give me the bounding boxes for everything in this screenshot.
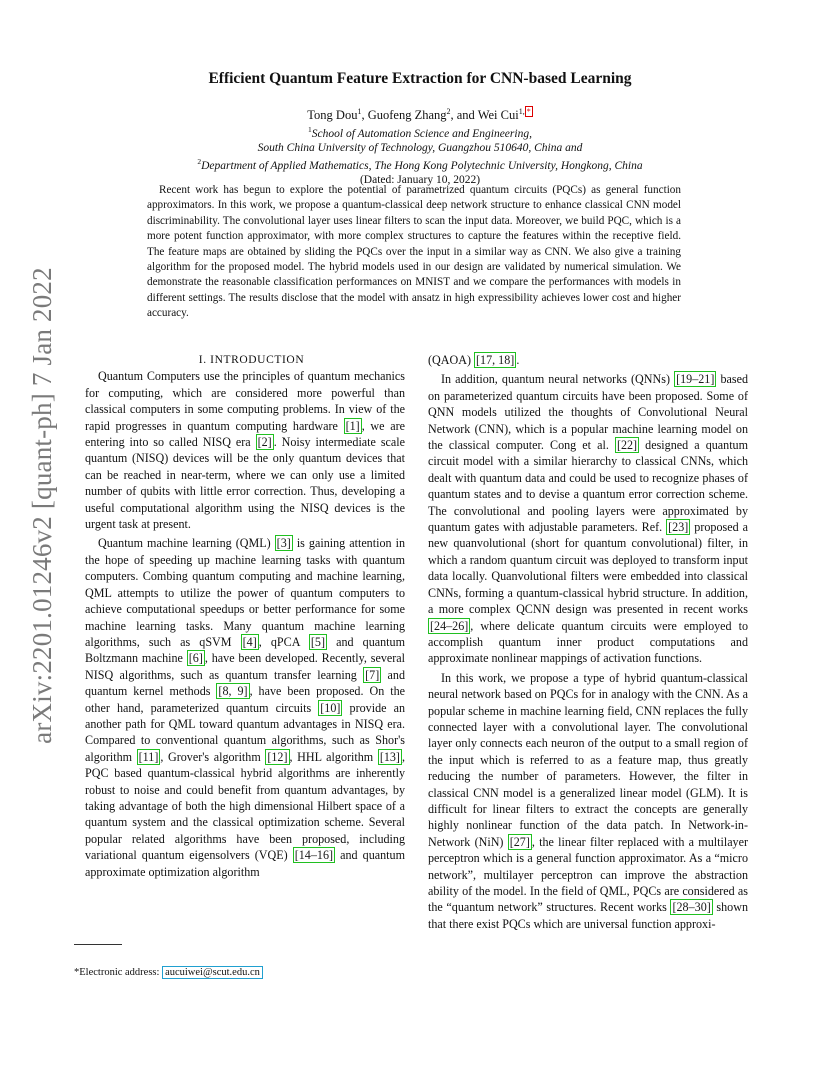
abstract: Recent work has begun to explore the potential of parametrized quantum circuits (PQCs) as general function approximators. In this work, we propose a quantum-classical deep network structure to enhance classical CNN model discriminability. The convolutional layer uses linear filters to scan the input data. Moreover, we build PQC, which is a more potent function approximator, with more complex structures to capture the features within the receptive field. The feature maps are obtained by sliding the PQCs over the input in a similar way as CNN. We also give a training algorithm for the proposed model. The hybrid models used in our design are validated by numerical simulation. We demonstrate the reasonable classification performances on MNIST and we compare the performances with models in different settings. The results disclose that the model with ansatz in high expressibility achieves lower cost and higher accuracy. — [147, 184, 681, 320]
citation-link[interactable]: [7] — [365, 667, 380, 682]
paragraph-continued — [428, 352, 748, 368]
aff1-line1: School of Automation Science and Engineering, — [311, 127, 532, 140]
author-sup: 1 — [357, 107, 362, 116]
affiliation-1 — [90, 123, 750, 141]
text: designed a quantum circuit model with a similar hierarchy to classical CNNs, which dealt with quantum data and could be used to recognize phases of quantum states and to devise a quantum error correction scheme. The convolutional and pooling layers were approximated by quantum gates with adjustable parameters. Ref. — [428, 438, 749, 535]
left-column — [85, 352, 405, 880]
corresponding-author-link[interactable]: * — [526, 107, 531, 116]
paragraph — [428, 371, 748, 666]
author-block — [90, 104, 750, 187]
text: , where delicate quantum circuits were employed to accomplish quantum inner product computations and approximate nonlinear mappings of activation functions. — [428, 618, 748, 666]
text: . — [516, 353, 520, 367]
citation-link[interactable]: [24–26] — [430, 618, 469, 633]
footnote-rule — [74, 944, 122, 945]
citation-link[interactable]: [4] — [242, 634, 257, 649]
text: , have been proposed. On the other hand, parameterized quantum circuits — [85, 684, 405, 715]
text: and quantum kernel methods — [85, 667, 405, 699]
citation-link[interactable]: [11] — [138, 749, 159, 764]
citation-link[interactable]: [17, 18] — [476, 353, 515, 367]
arxiv-identifier[interactable]: arXiv:2201.01246v2 [quant-ph] 7 Jan 2022 — [26, 266, 57, 744]
paragraph — [428, 670, 748, 933]
citation-link[interactable]: [2] — [257, 435, 272, 450]
text: , we are entering into so called NISQ era — [85, 418, 406, 450]
text: , qPCA — [258, 634, 309, 649]
text: , HHL algorithm — [289, 749, 378, 764]
text: is gaining attention in the hope of speeding up machine learning tasks with quantum computers. Combing quantum computing and machine learning, QML attempts to utilize the power of quantum computers to achieve computational speedups or better performance for some machine learning tasks. Many quantum machine learning algorithms, such as qSVM — [85, 536, 405, 649]
text: , PQC based quantum-classical hybrid algorithms are inherently robust to noise and could benefit from quantum advantages, by taking advantage of both the high dimensional Hilbert space of a quantum system and the classical optimization scheme. Several popular related algorithms have been proposed, including variational quantum eigensolvers (VQE) — [85, 749, 405, 863]
aff-sup: 1 — [308, 125, 312, 135]
author-name: Wei Cui — [477, 108, 519, 123]
citation-link[interactable]: [19–21] — [676, 372, 715, 387]
paragraph — [85, 535, 405, 880]
text: and quantum Boltzmann machine — [85, 634, 405, 666]
text: based on parameterized quantum circuits have been proposed. Some of QNN models utilized the thoughts of Convolutional Neural Network (CNN), which is a popular machine learning model on the classical computer. Cong et al. — [428, 372, 748, 453]
paragraph — [85, 368, 405, 532]
text: (QAOA) — [428, 353, 475, 367]
citation-link[interactable]: [14–16] — [294, 848, 334, 863]
text: provide an another path for QML toward quantum advantages in NISQ era. Compared to conventional quantum algorithms, such as Shor's algorithm — [85, 700, 405, 764]
text: , have been developed. Recently, several NISQ algorithms, such as quantum transfer learning — [85, 651, 405, 682]
date-line: (Dated: January 10, 2022) — [359, 173, 481, 186]
citation-link[interactable]: [10] — [320, 700, 341, 715]
text: . Noisy intermediate scale quantum (NISQ) devices will be the only quantum devices that can be reached in near-term, where we can only use a limited number of qubits with little error correction. Thus, developing a useful computational algorithm using the NISQ devices is the urgent task at present. — [85, 435, 405, 532]
text: , the linear filter replaced with a multilayer perceptron which is a general function approximator. As a “micro network”, multilayer perceptron can improve the abstraction ability of the model. In the field of QML, PQCs are considered as the “quantum network” structures. Recent works — [428, 834, 748, 915]
author-sep: , and — [450, 108, 478, 123]
author-sup: 1, — [518, 107, 525, 116]
citation-link[interactable]: [23] — [668, 520, 689, 535]
text: Quantum machine learning (QML) — [98, 536, 275, 551]
email-link[interactable]: aucuiwei@scut.edu.cn — [162, 966, 263, 979]
citation-link[interactable]: [8, 9] — [218, 684, 248, 699]
text: Quantum Computers use the principles of quantum mechanics for computing, which are considered more powerful than classical computers in some computing problems. In view of the rapid progresses in quantum computing hardware — [85, 369, 405, 433]
text: In addition, quantum neural networks (QNNs) — [441, 372, 675, 387]
author-sup: 2 — [446, 107, 451, 116]
author-line: Tong Dou$^1$, Guofeng Zhang$^2$, and Wei Cui$^{1,}$ * — [307, 107, 531, 123]
citation-link[interactable]: [22] — [616, 438, 638, 453]
citation-link[interactable]: [12] — [267, 749, 288, 764]
aff-sup: 2 — [197, 156, 202, 166]
affiliation-1-cont: South China University of Technology, Guangzhou 510640, China and — [257, 141, 583, 154]
author-name: Guofeng Zhang — [367, 108, 447, 123]
citation-link[interactable]: [13] — [379, 749, 400, 764]
affiliation-2 — [90, 155, 750, 173]
right-column — [428, 352, 748, 932]
arxiv-sidebar-stamp — [22, 266, 62, 744]
text: shown that there exist PQCs which are universal function approxi- — [428, 900, 749, 931]
paper-title: Efficient Quantum Feature Extraction for CNN-based Learning — [208, 70, 632, 87]
author-name: Tong Dou — [307, 108, 358, 123]
text: , Grover's algorithm — [160, 749, 266, 764]
section-heading: I. INTRODUCTION — [198, 354, 305, 366]
footnote-label: *Electronic address: — [74, 967, 163, 978]
citation-link[interactable]: [5] — [310, 634, 325, 649]
text: proposed a new quanvolutional (short for quantum convolutional) filter, in which a random quantum circuit was deployed to transform input data locally. Quanvolutional filters were embedded into classical CNNs, forming a quantum-classical hybrid structure. In addition, a more complex QCNN design was presented in recent works — [428, 520, 748, 617]
text: In this work, we propose a type of hybrid quantum-classical neural network based on PQCs for in analogy with the CNN. As a popular scheme in machine learning field, CNN replaces the fully connected layer with a convolutional layer. The convolutional layer only connects each neuron of the output to a small region of the input which is referred to as a feature map, thus greatly reducing the number of parameters. However, the filter in classical CNN model is a generalized linear model (GLM). It is difficult for linear filters to extract the concepts are generally highly nonlinear function of the data patch. In Network-in-Network (NiN) — [428, 670, 748, 849]
footnote — [74, 967, 263, 978]
text: and quantum approximate optimization algorithm — [85, 848, 405, 879]
citation-link[interactable]: [3] — [276, 536, 291, 551]
aff2-text: Department of Applied Mathematics, The Hong Kong Polytechnic University, Hongkong, China — [201, 159, 643, 172]
citation-link[interactable]: [27] — [509, 834, 530, 849]
citation-link[interactable]: [1] — [345, 418, 360, 433]
citation-link[interactable]: [6] — [188, 651, 203, 666]
citation-link[interactable]: [28–30] — [672, 900, 711, 915]
